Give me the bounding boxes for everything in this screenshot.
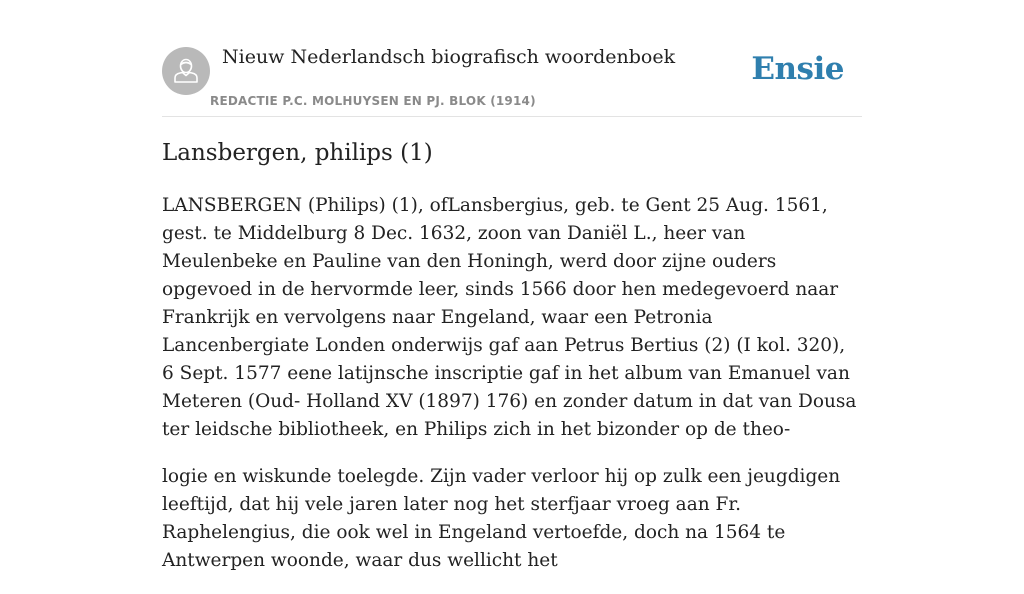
source-editors: REDACTIE P.C. MOLHUYSEN EN PJ. BLOK (1914) [210,94,536,108]
article-paragraph: LANSBERGEN (Philips) (1), ofLansbergius, geb. te Gent 25 Aug. 1561, gest. te Middelburg 8 Dec. 1632, zoon van Daniël L., heer van Meulenbeke en Pauline van den Honingh, werd door zijne ouders opgevoed in de hervormde leer, sinds 1566 door hen medegevoerd naar Frankrijk en vervolgens naar Engeland, waar een Petronia Lancenbergiate Londen onderwijs gaf aan Petrus Bertius (2) (I kol. 320), 6 Sept. 1577 eene latijnsche inscriptie gaf in het album van Emanuel van Meteren (Oud- Holland XV (1897) 176) en zonder datum in dat van Dousa ter leidsche bibliotheek, en Philips zich in het bizonder op de theo- [162,195,857,440]
article-paragraph: logie en wiskunde toelegde. Zijn vader verloor hij op zulk een jeugdigen leeftijd, dat hij vele jaren later nog het sterfjaar vroeg aan Fr. Raphelengius, die ook wel in Engeland vertoefde, doch na 1564 te Antwerpen woonde, waar dus wellicht het [162,466,841,571]
article-body [162,192,862,594]
ensie-logo[interactable]: Ensie [751,51,844,87]
source-title[interactable]: Nieuw Nederlandsch biografisch woordenboek [222,46,676,68]
user-silhouette-icon [162,47,210,95]
article-title: Lansbergen, philips (1) [162,140,433,166]
source-header [162,46,862,117]
